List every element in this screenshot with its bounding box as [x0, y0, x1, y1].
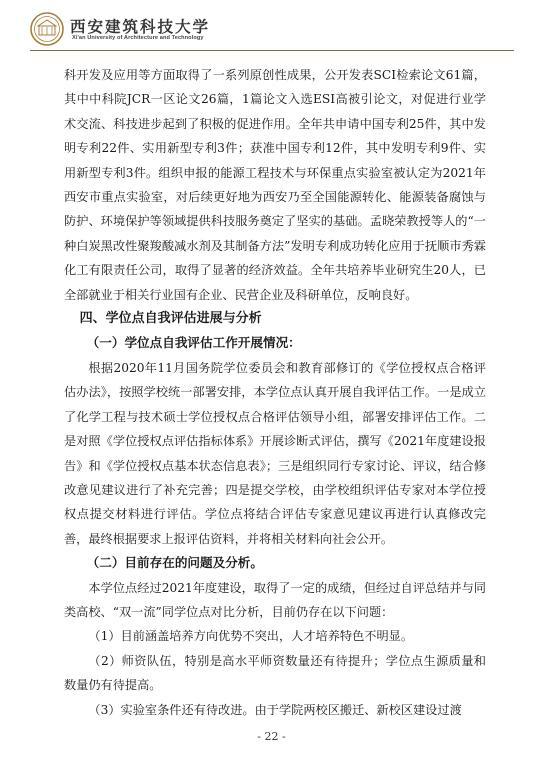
paragraph: 根据2020年11月国务院学位委员会和教育部修订的《学位授权点合格评估办法》，按照学校统一部署安排，本学位点认真开展自我评估工作。一是成立了化学工程与技术硕士学位授权点合格评估领导小组，部署安排评估工作。二是对照《学位授权点评估指标体系》开展诊断式评估，撰写《2021年度建设报告》和《学位授权点基本状态信息表》；三是组织同行专家讨论、评议，结合修改意见建议进行了补充完善；四是提交学校，由学校组织评估专家对本学位授权点提交材料进行评估。学位点将结合评估专家意见建议再进行认真修改完善，最终根据要求上报评估资料，并将相关材料向社会公开。 [64, 360, 486, 546]
subsection-heading: （一）学位点自我评估工作开展情况： [86, 335, 301, 351]
paragraph: 科开发及应用等方面取得了一系列原创性成果，公开发表SCI检索论文61篇，其中中科院JCR一区论文26篇，1篇论文入选ESI高被引论文，对促进行业学术交流、科技进步起到了积极的促进作用。全年共申请中国专利25件，其中发明专利22件、实用新型专利3件；获准中国专利12件，其中发明专利9件、实用新型专利3件。组织申报的能源工程技术与环保重点实验室被认定为2021年西安市重点实验室，对后续更好地为西安乃至全国能源转化、能源装备腐蚀与防护、环境保护等领域提供科技服务奠定了坚实的基础。孟晓荣教授等人的“一种白炭黑改性聚羧酸减水剂及其制备方法”发明专利成功转化应用于抚顺市秀霖化工有限责任公司，取得了显著的经济效益。全年共培养毕业研究生20人，已全部就业于相关行业国有企业、民营企业及科研单位，反响良好。 [64, 68, 486, 302]
university-name-english: Xi'an University of Architecture and Technology [72, 35, 204, 41]
page-number: - 22 - [257, 730, 286, 743]
document-header [30, 12, 520, 50]
header-divider [30, 50, 514, 51]
subsection-heading: （二）目前存在的问题及分析。 [86, 555, 263, 571]
list-item: （2）师资队伍，特别是高水平师资数量还有待提升；学位点生源质量和数量仍有待提高。 [64, 653, 486, 693]
list-item: （3）实验室条件还有待改进。由于学院两校区搬迁、新校区建设过渡 [88, 702, 462, 717]
list-item: （1）目前涵盖培养方向优势不突出，人才培养特色不明显。 [88, 629, 414, 644]
paragraph: 本学位点经过2021年度建设，取得了一定的成绩，但经过自评总结并与同类高校、“双一流”同学位点对比分析，目前仍存在以下问题： [64, 580, 486, 619]
university-seal-icon [30, 12, 64, 46]
page-body [64, 63, 486, 722]
university-name-chinese: 西安建筑科技大学 [70, 17, 211, 36]
section-heading: 四、学位点自我评估进展与分析 [79, 311, 262, 327]
